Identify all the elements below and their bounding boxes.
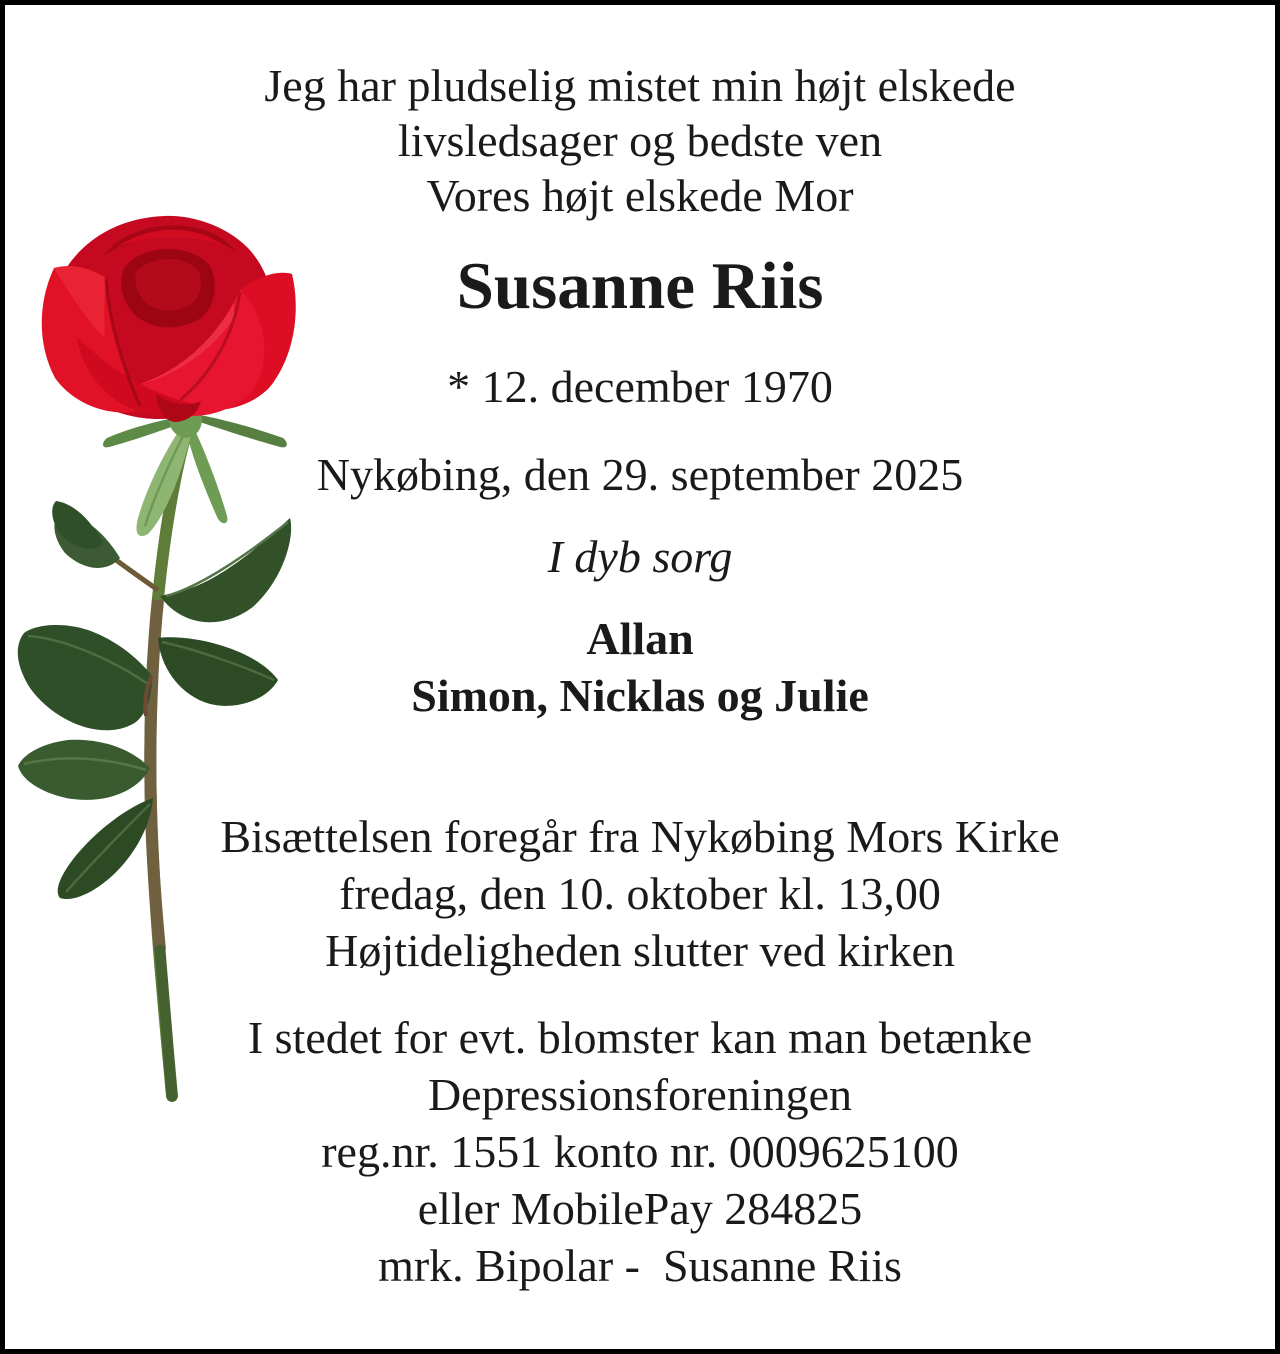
deceased-name: Susanne Riis <box>456 249 824 323</box>
donation-line: I stedet for evt. blomster kan man betænke <box>247 1012 1033 1063</box>
rose-leaf <box>18 740 150 800</box>
donation-block <box>5 1009 1275 1294</box>
dateline-block <box>5 446 1275 503</box>
mourners-block <box>5 610 1275 724</box>
donation-line: mrk. Bipolar - Susanne Riis <box>378 1240 902 1291</box>
intro-line: Vores højt elskede Mor <box>426 170 854 221</box>
sorrow-block <box>5 528 1275 585</box>
ceremony-line: Højtideligheden slutter ved kirken <box>325 925 955 976</box>
intro-line: Jeg har pludselig mistet min højt elskede <box>264 60 1016 111</box>
intro-line: livsledsager og bedste ven <box>397 115 883 166</box>
dateline: Nykøbing, den 29. september 2025 <box>316 449 964 500</box>
donation-line: Depressionsforeningen <box>427 1069 853 1120</box>
birth-date-block <box>5 358 1275 415</box>
ceremony-block <box>5 808 1275 979</box>
sorrow-line: I dyb sorg <box>547 531 733 582</box>
deceased-name-block <box>5 248 1275 324</box>
mourner-line: Allan <box>586 613 694 664</box>
ceremony-line: fredag, den 10. oktober kl. 13,00 <box>339 868 941 919</box>
intro-text <box>5 58 1275 223</box>
donation-line: reg.nr. 1551 konto nr. 0009625100 <box>321 1126 959 1177</box>
ceremony-line: Bisættelsen foregår fra Nykøbing Mors Kirke <box>220 811 1060 862</box>
birth-date-line: * 12. december 1970 <box>447 361 833 412</box>
mourner-line: Simon, Nicklas og Julie <box>411 670 869 721</box>
donation-line: eller MobilePay 284825 <box>417 1183 863 1234</box>
